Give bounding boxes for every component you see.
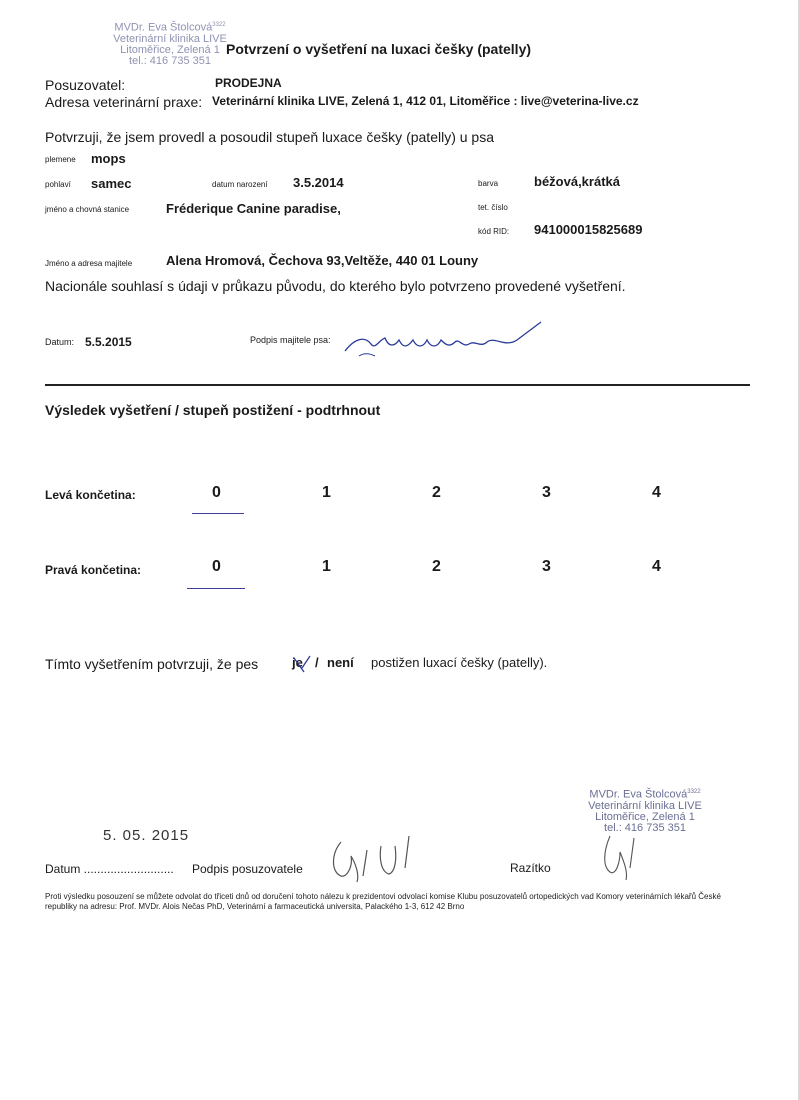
tattoo-label: tet. číslo: [478, 203, 508, 212]
right-grade-3: 3: [542, 558, 551, 575]
footer-stamp-label: Razítko: [510, 861, 551, 875]
stamp-clinic-phone: tel.: 416 735 351: [129, 54, 211, 67]
stamp-bottom-vet-number: 3322: [687, 789, 701, 795]
stamp-bottom-clinic-address: Litoměřice, Zelená 1: [595, 810, 695, 823]
strikethrough-mark: [292, 652, 312, 676]
chip-value: 941000015825689: [534, 222, 643, 237]
right-grade-0: 0: [212, 558, 221, 575]
stamp-signature: [590, 832, 650, 882]
handwritten-date: 5. 05. 2015: [103, 827, 190, 844]
date-value: 5.5.2015: [85, 335, 132, 349]
dog-name-value: Fréderique Canine paradise,: [166, 201, 341, 216]
left-grade-4: 4: [652, 484, 661, 501]
confirm-statement: Potvrzuji, že jsem provedl a posoudil stupeň luxace češky (patelly) u psa: [45, 129, 494, 145]
consent-statement: Nacionále souhlasí s údaji v průkazu původu, do kterého bylo potvrzeno provedené vyšetření.: [45, 278, 626, 294]
assessor-signature: [323, 832, 433, 887]
section-divider: [45, 384, 750, 386]
result-heading: Výsledek vyšetření / stupeň postižení - podtrhnout: [45, 402, 381, 418]
stamp-clinic-name: Veterinární klinika LIVE: [113, 32, 227, 45]
dob-value: 3.5.2014: [293, 175, 344, 190]
left-leg-label: Levá končetina:: [45, 488, 136, 502]
document-title: Potvrzení o vyšetření na luxaci češky (patelly): [226, 41, 532, 57]
right-leg-label: Pravá končetina:: [45, 563, 142, 577]
assessor-label: Posuzovatel:: [45, 77, 126, 93]
clinic-stamp-top: [100, 20, 240, 67]
conclusion-option-je: je: [292, 655, 303, 670]
footer-assessor-sign-label: Podpis posuzovatele: [192, 862, 303, 876]
stamp-bottom-vet-name: MVDr. Eva Štolcová: [589, 788, 688, 801]
dob-label: datum narození: [212, 180, 268, 189]
chip-label: kód RID:: [478, 227, 510, 236]
footer-date-label: Datum ...........................: [45, 862, 174, 876]
date-label: Datum:: [45, 337, 75, 347]
left-grade-1: 1: [322, 484, 331, 501]
breed-label: plemene: [45, 155, 76, 164]
left-grade-0: 0: [212, 484, 221, 501]
right-grade-2: 2: [432, 558, 441, 575]
right-grade-4: 4: [652, 558, 661, 575]
appeal-footnote: Proti výsledku posouzení se můžete odvolat do třiceti dnů od doručení tohoto nálezu k prezidentovi odvolací komise Klubu posuzovatelů ortopedických vad Komory veterinárních lékařů České republiky na adresu: Prof. MVDr. Alois Nečas PhD, Veterinární a farmaceutická universita, Palackého 1-3, 612 42 Brno: [45, 892, 721, 911]
stamp-bottom-clinic-phone: tel.: 416 735 351: [604, 821, 686, 834]
conclusion-suffix: postižen luxací češky (patelly).: [371, 655, 548, 670]
color-value: béžová,krátká: [534, 174, 620, 189]
practice-address-value: Veterinární klinika LIVE, Zelená 1, 412 01, Litoměřice : live@veterina-live.cz: [212, 94, 639, 108]
stamp-clinic-address: Litoměřice, Zelená 1: [120, 43, 220, 56]
breed-value: mops: [91, 151, 126, 166]
stamp-vet-number: 3322: [212, 22, 226, 28]
assessor-value: PRODEJNA: [215, 76, 282, 90]
owner-label: Jméno a adresa majitele: [45, 259, 133, 268]
left-grade-2: 2: [432, 484, 441, 501]
left-selected-underline: [192, 513, 244, 514]
right-grade-1: 1: [322, 558, 331, 575]
sex-value: samec: [91, 176, 132, 191]
dog-name-label: jméno a chovná stanice: [45, 205, 130, 214]
conclusion-slash: /: [315, 655, 319, 670]
stamp-bottom-clinic-name: Veterinární klinika LIVE: [588, 799, 702, 812]
conclusion-option-neni: není: [327, 655, 354, 670]
owner-value: Alena Hromová, Čechova 93,Veltěže, 440 01 Louny: [166, 253, 479, 268]
right-selected-underline: [187, 588, 245, 589]
color-label: barva: [478, 179, 499, 188]
clinic-stamp-bottom: [575, 787, 715, 834]
owner-signature-label: Podpis majitele psa:: [250, 335, 331, 345]
owner-signature: [335, 318, 550, 363]
sex-label: pohlaví: [45, 180, 71, 189]
conclusion-prefix: Tímto vyšetřením potvrzuji, že pes: [45, 656, 259, 672]
left-grade-3: 3: [542, 484, 551, 501]
practice-address-label: Adresa veterinární praxe:: [45, 94, 203, 110]
stamp-vet-name: MVDr. Eva Štolcová: [114, 21, 213, 34]
